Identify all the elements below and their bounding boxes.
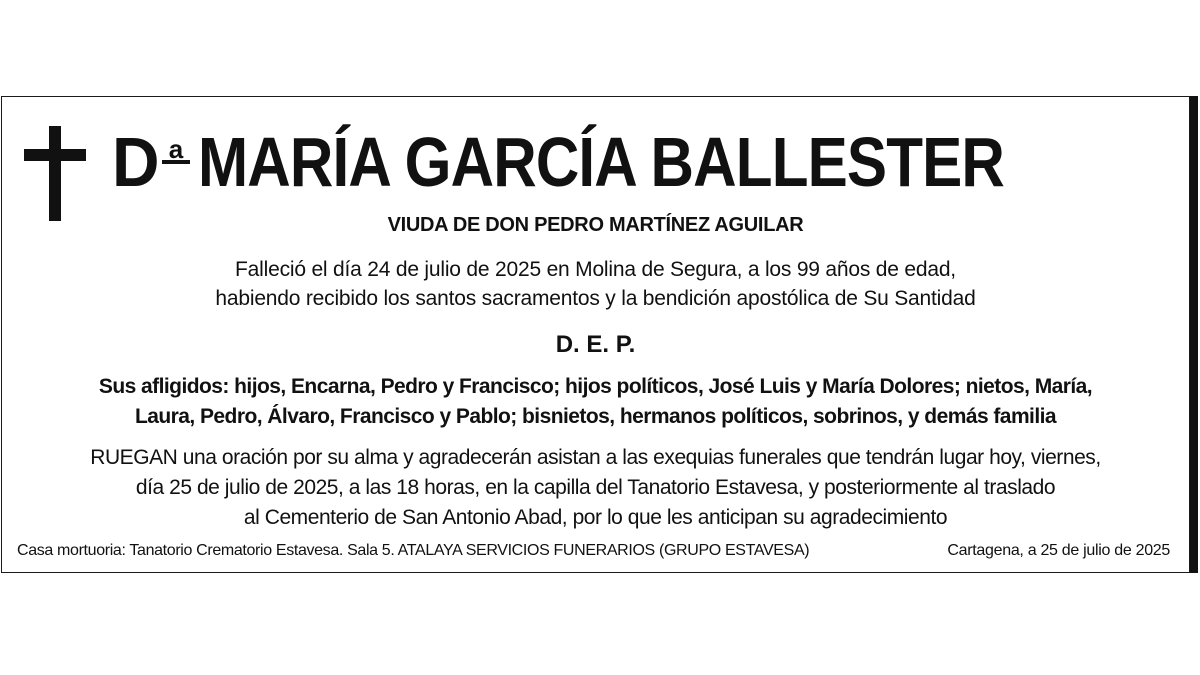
- family-mourners: [1, 372, 1190, 432]
- death-details-line: habiendo recibido los santos sacramentos y la bendición apostólica de Su Santidad: [215, 287, 976, 310]
- deceased-name-heading: [112, 122, 1135, 202]
- request-line: día 25 de julio de 2025, a las 18 horas, en la capilla del Tanatorio Estavesa, y posteriormente al traslado: [135, 476, 1056, 499]
- deceased-name: MARÍA GARCÍA BALLESTER: [198, 123, 1005, 201]
- widow-of-line: VIUDA DE DON PEDRO MARTÍNEZ AGUILAR: [387, 214, 804, 236]
- request-line: RUEGAN una oración por su alma y agradecerán asistan a las exequias funerales que tendrán lugar hoy, viernes,: [90, 446, 1101, 469]
- request-line: al Cementerio de San Antonio Abad, por lo que les anticipan su agradecimiento: [243, 506, 948, 529]
- place-date-footer: Cartagena, a 25 de julio de 2025: [947, 542, 1170, 559]
- cross-icon: [24, 126, 86, 221]
- title-prefix-superscript: a: [162, 136, 190, 164]
- notice-right-edge: [1190, 96, 1198, 573]
- title-prefix: D: [112, 123, 159, 201]
- death-details: [1, 255, 1190, 313]
- funeral-request: [1, 443, 1190, 533]
- family-line: Sus afligidos: hijos, Encarna, Pedro y Francisco; hijos políticos, José Luis y María Dolores; nietos, María,: [98, 375, 1093, 398]
- death-details-line: Falleció el día 24 de julio de 2025 en Molina de Segura, a los 99 años de edad,: [235, 258, 956, 281]
- funeral-home-footer: Casa mortuoria: Tanatorio Crematorio Estavesa. Sala 5. ATALAYA SERVICIOS FUNERARIOS (GRUPO ESTAVESA): [17, 542, 810, 559]
- rip-line: D. E. P.: [555, 331, 636, 358]
- family-line: Laura, Pedro, Álvaro, Francisco y Pablo; bisnietos, hermanos políticos, sobrinos, y demás familia: [134, 405, 1057, 428]
